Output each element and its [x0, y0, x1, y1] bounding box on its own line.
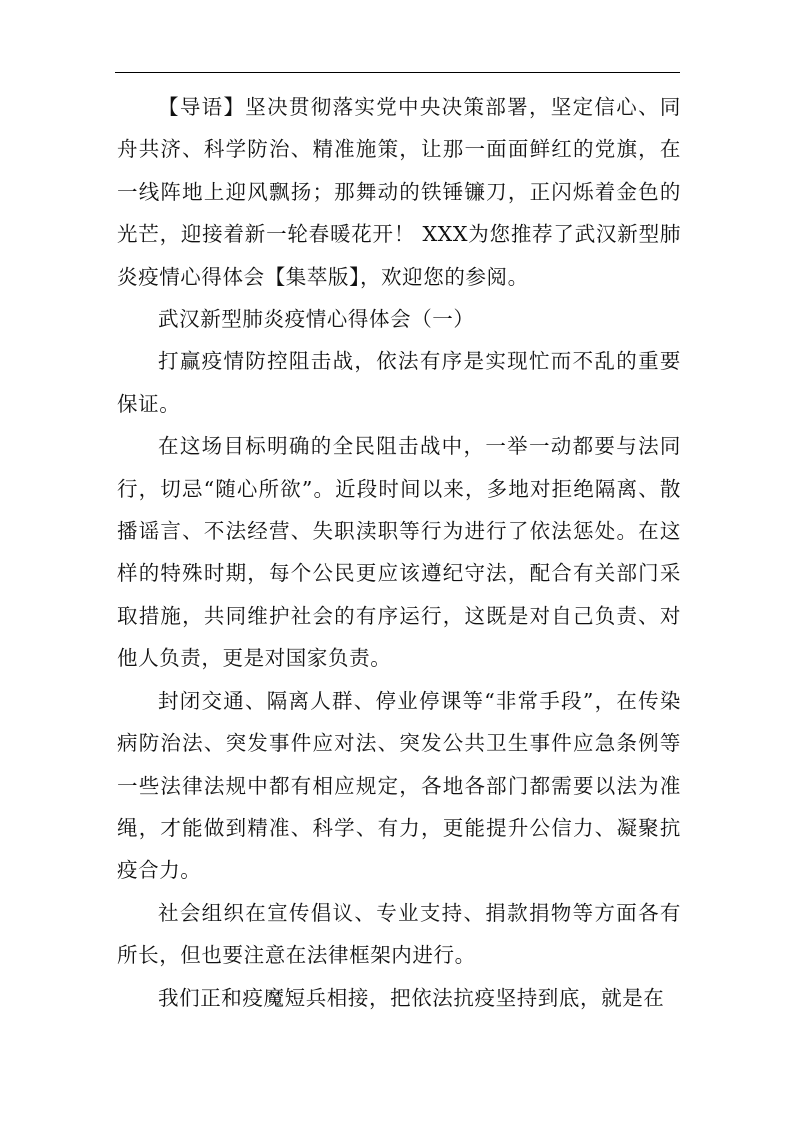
document-body — [117, 86, 681, 1019]
intro-paragraph: 【导语】坚决贯彻落实党中央决策部署，坚定信心、同舟共济、科学防治、精准施策，让那一面面鲜红的党旗，在一线阵地上迎风飘扬；那舞动的铁锤镰刀，正闪烁着金色的光芒，迎接着新一轮春暖花开！ XXX为您推荐了武汉新型肺炎疫情心得体会【集萃版】，欢迎您的参阅。 — [117, 95, 681, 289]
body-paragraph: 在这场目标明确的全民阻击战中，一举一动都要与法同行，切忌“随心所欲”。近段时间以来，多地对拒绝隔离、散播谣言、不法经营、失职渎职等行为进行了依法惩处。在这样的特殊时期，每个公民更应该遵纪守法，配合有关部门采取措施，共同维护社会的有序运行，这既是对自己负责、对他人负责，更是对国家负责。 — [117, 434, 681, 671]
section-heading: 武汉新型肺炎疫情心得体会（一） — [158, 307, 475, 332]
body-paragraph: 封闭交通、隔离人群、停业停课等“非常手段”，在传染病防治法、突发事件应对法、突发公共卫生事件应急条例等一些法律法规中都有相应规定，各地各部门都需要以法为准绳，才能做到精准、科学、有力，更能提升公信力、凝聚抗疫合力。 — [117, 688, 681, 883]
header-rule — [115, 72, 680, 73]
body-paragraph: 我们正和疫魔短兵相接，把依法抗疫坚持到底，就是在 — [158, 985, 665, 1010]
body-paragraph: 社会组织在宣传倡议、专业支持、捐款捐物等方面各有所长，但也要注意在法律框架内进行。 — [117, 900, 681, 968]
body-paragraph: 打赢疫情防控阻击战，依法有序是实现忙而不乱的重要保证。 — [117, 349, 681, 416]
